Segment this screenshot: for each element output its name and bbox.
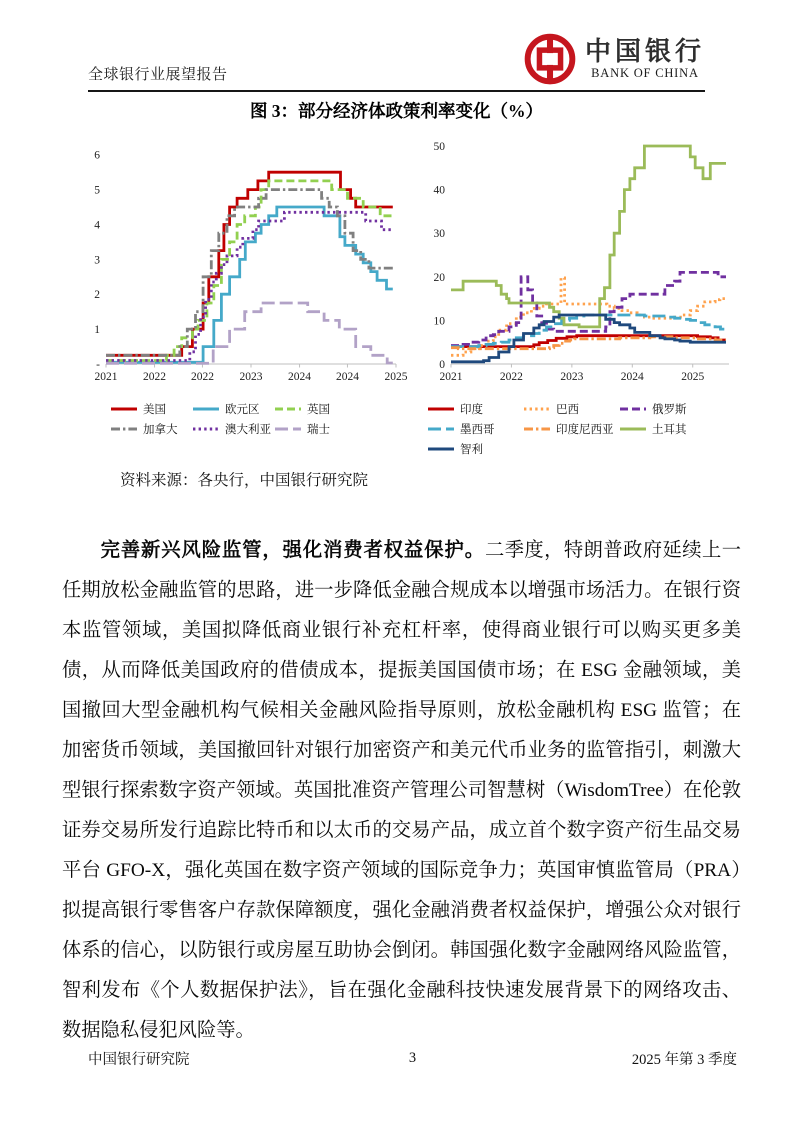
bank-name-cn: 中国银行: [584, 36, 705, 66]
svg-text:20: 20: [433, 271, 445, 284]
legend-label: 欧元区: [225, 404, 260, 416]
legend-swatch-icon: [427, 445, 455, 453]
svg-text:2024: 2024: [288, 371, 312, 383]
page-header: [88, 22, 705, 92]
body-paragraph: [62, 531, 741, 1051]
legend-label: 美国: [143, 404, 166, 416]
svg-text:4: 4: [94, 219, 100, 232]
legend-swatch-icon: [110, 405, 138, 413]
legend-item-印度: [427, 401, 523, 417]
legend-label: 印度尼西亚: [556, 424, 614, 436]
chart-block-developed: [88, 136, 408, 457]
page-footer: [88, 1048, 737, 1069]
legend-swatch-icon: [427, 425, 455, 433]
svg-text:30: 30: [433, 228, 445, 241]
svg-text:10: 10: [433, 315, 445, 328]
svg-text:2022: 2022: [143, 371, 167, 383]
svg-text:2025: 2025: [384, 371, 408, 383]
legend-swatch-icon: [274, 405, 302, 413]
legend-swatch-icon: [619, 405, 647, 413]
legend-item-巴西: [523, 401, 619, 417]
legend-item-欧元区: [192, 401, 274, 417]
legend-label: 土耳其: [652, 424, 687, 436]
svg-text:2022: 2022: [499, 371, 523, 383]
figure-title: 图 3：部分经济体政策利率变化（%）: [249, 101, 544, 121]
legend-row: [427, 421, 737, 437]
policy-rate-chart-emerging: [425, 136, 737, 393]
legend-label: 加拿大: [143, 424, 178, 436]
legend-swatch-icon: [523, 405, 551, 413]
legend-item-印度尼西亚: [523, 421, 619, 437]
legend-swatch-icon: [619, 425, 647, 433]
svg-text:-: -: [96, 359, 100, 371]
series-欧元区: [106, 207, 393, 362]
paragraph-lead: 完善新兴风险监管，强化消费者权益保护。: [100, 540, 485, 562]
legend-item-墨西哥: [427, 421, 523, 437]
legend-row: [110, 421, 404, 437]
boc-emblem-icon: [523, 32, 577, 86]
svg-text:0: 0: [439, 359, 445, 371]
legend-label: 英国: [307, 404, 330, 416]
legend-swatch-icon: [523, 425, 551, 433]
legend-label: 巴西: [556, 404, 579, 416]
svg-text:2023: 2023: [239, 371, 263, 383]
legend-swatch-icon: [110, 425, 138, 433]
legend-row: [110, 401, 404, 417]
legend-item-土耳其: [619, 421, 715, 437]
chart-block-emerging: [425, 136, 737, 457]
legend-item-英国: [274, 401, 356, 417]
report-title: 全球银行业展望报告: [88, 67, 228, 83]
logo-text: [585, 38, 705, 80]
legend-swatch-icon: [427, 405, 455, 413]
policy-rate-chart-developed: [88, 136, 408, 393]
bank-of-china-logo: [523, 32, 705, 86]
svg-text:2022: 2022: [190, 371, 214, 383]
legend-developed: [88, 401, 404, 437]
legend-label: 墨西哥: [460, 424, 495, 436]
legend-swatch-icon: [192, 425, 220, 433]
svg-text:2021: 2021: [439, 371, 463, 383]
legend-row: [427, 441, 737, 457]
legend-label: 俄罗斯: [652, 404, 687, 416]
svg-text:2024: 2024: [620, 371, 644, 383]
legend-label: 瑞士: [307, 424, 330, 436]
svg-text:5: 5: [94, 184, 100, 197]
legend-row: [427, 401, 737, 417]
bank-name-en: BANK OF CHINA: [591, 66, 699, 81]
legend-item-俄罗斯: [619, 401, 715, 417]
svg-text:3: 3: [94, 254, 100, 267]
legend-swatch-icon: [274, 425, 302, 433]
svg-text:2021: 2021: [94, 371, 118, 383]
footer-institute: 中国银行研究院: [88, 1052, 190, 1068]
svg-text:2025: 2025: [681, 371, 705, 383]
legend-label: 澳大利亚: [225, 424, 271, 436]
legend-item-加拿大: [110, 421, 192, 437]
figure-charts: [88, 136, 737, 457]
svg-text:2023: 2023: [560, 371, 584, 383]
svg-text:2: 2: [94, 289, 100, 302]
svg-text:40: 40: [433, 184, 445, 197]
legend-swatch-icon: [192, 405, 220, 413]
legend-label: 智利: [460, 444, 483, 456]
paragraph-body: 二季度，特朗普政府延续上一任期放松金融监管的思路，进一步降低金融合规成本以增强市场活力。在银行资本监管领域，美国拟降低商业银行补充杠杆率，使得商业银行可以购买更多美债，从而降低美国政府的借债成本，提振美国国债市场；在 ESG 金融领域，美国撤回大型金融机构气候相关金融风险指导原则，放松金融机构 ESG 监管；在加密货币领域，美国撤回针对银行加密资产和美元代币业务的监管指引，刺激大型银行探索数字资产领域。英国批准资产管理公司智慧树（WisdomTree）在伦敦证券交易所发行追踪比特币和以太币的交易产品，成立首个数字资产衍生品交易平台 GFO-X，强化英国在数字资产领域的国际竞争力；英国审慎监管局（PRA）拟提高银行零售客户存款保障额度，强化金融消费者权益保护，增强公众对银行体系的信心，以防银行或房屋互助协会倒闭。韩国强化数字金融网络风险监管，智利发布《个人数据保护法》，旨在强化金融科技快速发展背景下的网络攻击、数据隐私侵犯风险等。: [62, 540, 742, 1042]
legend-item-瑞士: [274, 421, 356, 437]
svg-text:6: 6: [94, 149, 100, 162]
figure-source: 资料来源：各央行，中国银行研究院: [120, 472, 369, 489]
svg-text:50: 50: [433, 141, 445, 153]
legend-item-智利: [427, 441, 523, 457]
series-土耳其: [451, 146, 726, 327]
svg-text:1: 1: [94, 324, 100, 337]
legend-emerging: [425, 401, 737, 457]
legend-label: 印度: [460, 404, 483, 416]
footer-issue: 2025 年第 3 季度: [631, 1052, 737, 1068]
legend-item-美国: [110, 401, 192, 417]
legend-item-澳大利亚: [192, 421, 274, 437]
svg-text:2024: 2024: [335, 371, 359, 383]
page-number: 3: [408, 1050, 417, 1066]
